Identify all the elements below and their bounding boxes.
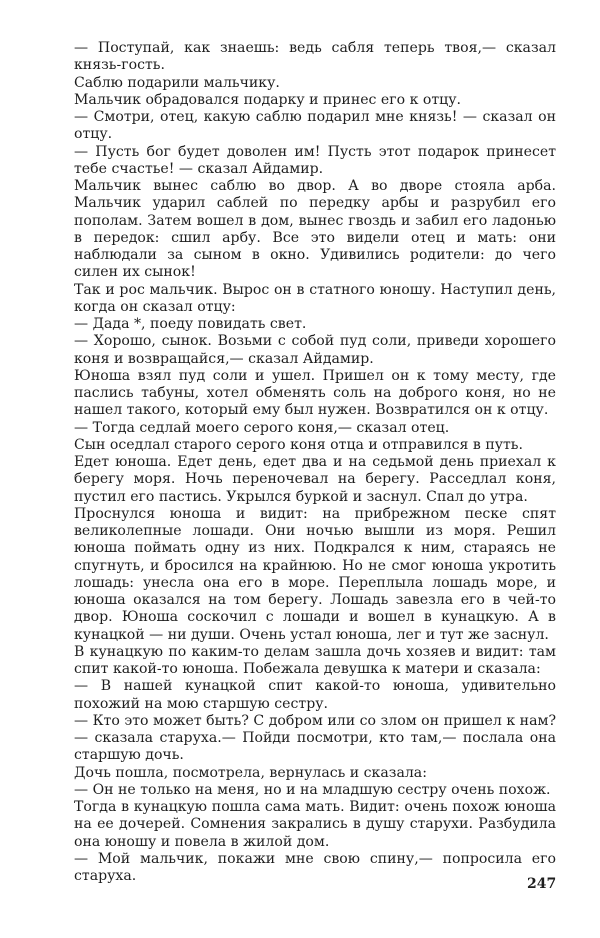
- paragraph: — Хорошо, сынок. Возьми с собой пуд соли, приведи хорошего коня и возвращайся,— сказал Айдамир.: [74, 333, 556, 367]
- page-number: 247: [527, 876, 557, 892]
- paragraph: — Мой мальчик, покажи мне свою спину,— попросила его старуха.: [74, 850, 556, 884]
- paragraph: Едет юноша. Едет день, едет два и на седьмой день приехал к берегу моря. Ночь переночевал на берегу. Расседлал коня, пустил его пастись. Укрылся буркой и заснул. Спал до утра.: [74, 454, 556, 505]
- paragraph: Проснулся юноша и видит: на прибрежном песке спят великолепные лошади. Они ночью вышли из моря. Решил юноша поймать одну из них. Подкрался к ним, стараясь не спугнуть, и бросился на крайнюю. Но не смог юноша укротить лошадь: унесла она его в море. Переплыла лошадь море, и юноша оказался на том берегу. Лошадь завезла его в чей-то двор. Юноша соскочил с лошади и вошел в кунацкую. А в кунацкой — ни души. Очень устал юноша, лег и тут же заснул.: [74, 505, 556, 643]
- paragraph: Так и рос мальчик. Вырос он в статного юношу. Наступил день, когда он сказал отцу:: [74, 281, 556, 315]
- paragraph: Мальчик вынес саблю во двор. А во дворе стояла арба. Мальчик ударил саблей по передку арбы и разрубил его пополам. Затем вошел в дом, вынес гвоздь и забил его ладонью в передок: сшил арбу. Все это видели отец и мать: они наблюдали за сыном в окно. Удивились родители: до чего силен их сынок!: [74, 178, 556, 281]
- paragraph: Сын оседлал старого серого коня отца и отправился в путь.: [74, 436, 523, 453]
- paragraph: Саблю подарили мальчику.: [74, 74, 280, 91]
- paragraph: — Тогда седлай моего серого коня,— сказал отец.: [74, 419, 450, 436]
- paragraph: — Кто это может быть? С добром или со злом он пришел к нам? — сказала старуха.— Пойди посмотри, кто там,— послала она старшую дочь.: [74, 712, 556, 764]
- paragraph: Дочь пошла, посмотрела, вернулась и сказала:: [74, 764, 427, 781]
- paragraph: — В нашей кунацкой спит какой-то юноша, удивительно похожий на мою старшую сестру.: [74, 678, 556, 712]
- paragraph: В кунацкую по каким-то делам зашла дочь хозяев и видит: там спит какой-то юноша. Побежала девушка к матери и сказала:: [74, 643, 556, 677]
- paragraph: — Он не только на меня, но и на младшую сестру очень похож.: [74, 781, 551, 798]
- paragraph: — Дада *, поеду повидать свет.: [74, 316, 307, 332]
- paragraph: Мальчик обрадовался подарку и принес его к отцу.: [74, 91, 462, 108]
- paragraph: — Поступай, как знаешь: ведь сабля теперь твоя,— сказал князь-гость.: [74, 40, 556, 74]
- paragraph: — Смотри, отец, какую саблю подарил мне князь! — сказал он отцу.: [74, 109, 556, 143]
- paragraph: — Пусть бог будет доволен им! Пусть этот подарок принесет тебе счастье! — сказал Айдамир.: [74, 143, 556, 177]
- paragraph: Тогда в кунацкую пошла сама мать. Видит: очень похож юноша на ее дочерей. Сомнения закрались в душу старухи. Разбудила она юношу и повела в жилой дом.: [74, 799, 556, 850]
- page-text: [74, 40, 556, 885]
- paragraph: Юноша взял пуд соли и ушел. Пришел он к тому месту, где паслись табуны, хотел обменять соль на доброго коня, но не нашел такого, который ему был нужен. Возвратился он к отцу.: [74, 367, 556, 419]
